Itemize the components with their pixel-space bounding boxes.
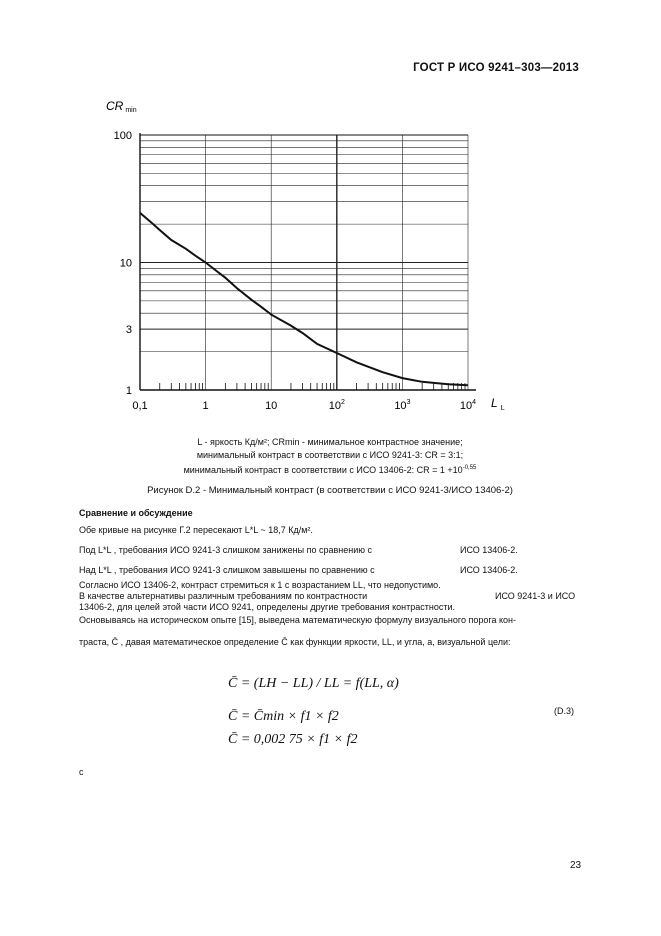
- x-tick-label: 10: [265, 400, 278, 412]
- y-axis-label: CR min: [106, 99, 137, 114]
- legend-line-1: L - яркость Кд/м²; CRmin - минимальное контрастное значение;: [197, 437, 463, 447]
- paragraph-7: Основываясь на историческом опыте [15], выведена математическую формулу визуального порога кон-: [79, 615, 516, 625]
- paragraph-3-ref: ИСО 13406-2.: [460, 565, 518, 575]
- paragraph-2: Под L*L , требования ИСО 9241-3 слишком занижены по сравнению с: [79, 545, 372, 555]
- equation-1: C̄ = (LH − LL) / LL = f(LL, α): [228, 676, 399, 691]
- x-axis-label: L $_L$: [491, 396, 505, 412]
- x-tick-labels: [132, 399, 476, 412]
- x-tick-label: 1: [202, 400, 209, 412]
- paragraph-6: 13406-2, для целей этой части ИСО 9241, определены другие требования контрастности.: [79, 602, 456, 612]
- trailing-text: с: [79, 767, 84, 777]
- paragraph-3: Над L*L , требования ИСО 9241-3 слишком завышены по сравнению с: [79, 565, 375, 575]
- y-tick-label: 10: [119, 257, 132, 270]
- paragraph-1: Обе кривые на рисунке Г.2 пересекают L*L ~ 18,7 Кд/м².: [79, 525, 313, 535]
- x-tick-label: $10^3$: [394, 399, 411, 412]
- equation-label: (D.3): [554, 706, 574, 716]
- figure-caption: Рисунок D.2 - Минимальный контраст (в соответствии с ИСО 9241-3/ИСО 13406-2): [147, 485, 513, 496]
- chart-legend: [150, 436, 510, 477]
- equation-3: C̄ = 0,002 75 × f1 × f2: [228, 732, 358, 747]
- page-number: 23: [570, 860, 582, 871]
- paragraph-4: Согласно ИСО 13406-2, контраст стремиться к 1 с возрастанием LL, что недопустимо.: [79, 580, 441, 590]
- paragraph-5: В качестве альтернативы различным требованиям по контрастности: [79, 591, 368, 601]
- x-tick-label: 0,1: [132, 400, 148, 412]
- document-header: ГОСТ Р ИСО 9241–303—2013: [413, 62, 579, 74]
- y-tick-label: 1: [125, 385, 132, 397]
- legend-line-3: минимальный контраст в соответствии с ИСО 13406-2: CR = $1 +10^{-0,55}$: [183, 465, 477, 475]
- section-heading: Сравнение и обсуждение: [79, 508, 193, 518]
- equation-2: C̄ = C̄min × f1 × f2: [228, 709, 339, 724]
- paragraph-8: траста, C̄ , давая математическое определение C̄ как функции яркости, LL, и угла, a, визуальной цели:: [79, 637, 511, 647]
- paragraph-5-ref: ИСО 9241-3 и ИСО: [495, 591, 576, 601]
- y-tick-label: 100: [113, 130, 132, 142]
- legend-line-2: минимальный контраст в соответствии с ИСО 9241-3: CR = 3:1;: [196, 450, 464, 460]
- x-tick-label: $10^4$: [459, 399, 477, 412]
- chart-series-line: [140, 213, 468, 385]
- y-tick-label: 3: [125, 324, 132, 337]
- paragraph-2-ref: ИСО 13406-2.: [460, 545, 518, 555]
- y-tick-labels: [114, 130, 132, 397]
- x-tick-label: $10^2$: [328, 399, 345, 412]
- chart-grid: [140, 135, 468, 390]
